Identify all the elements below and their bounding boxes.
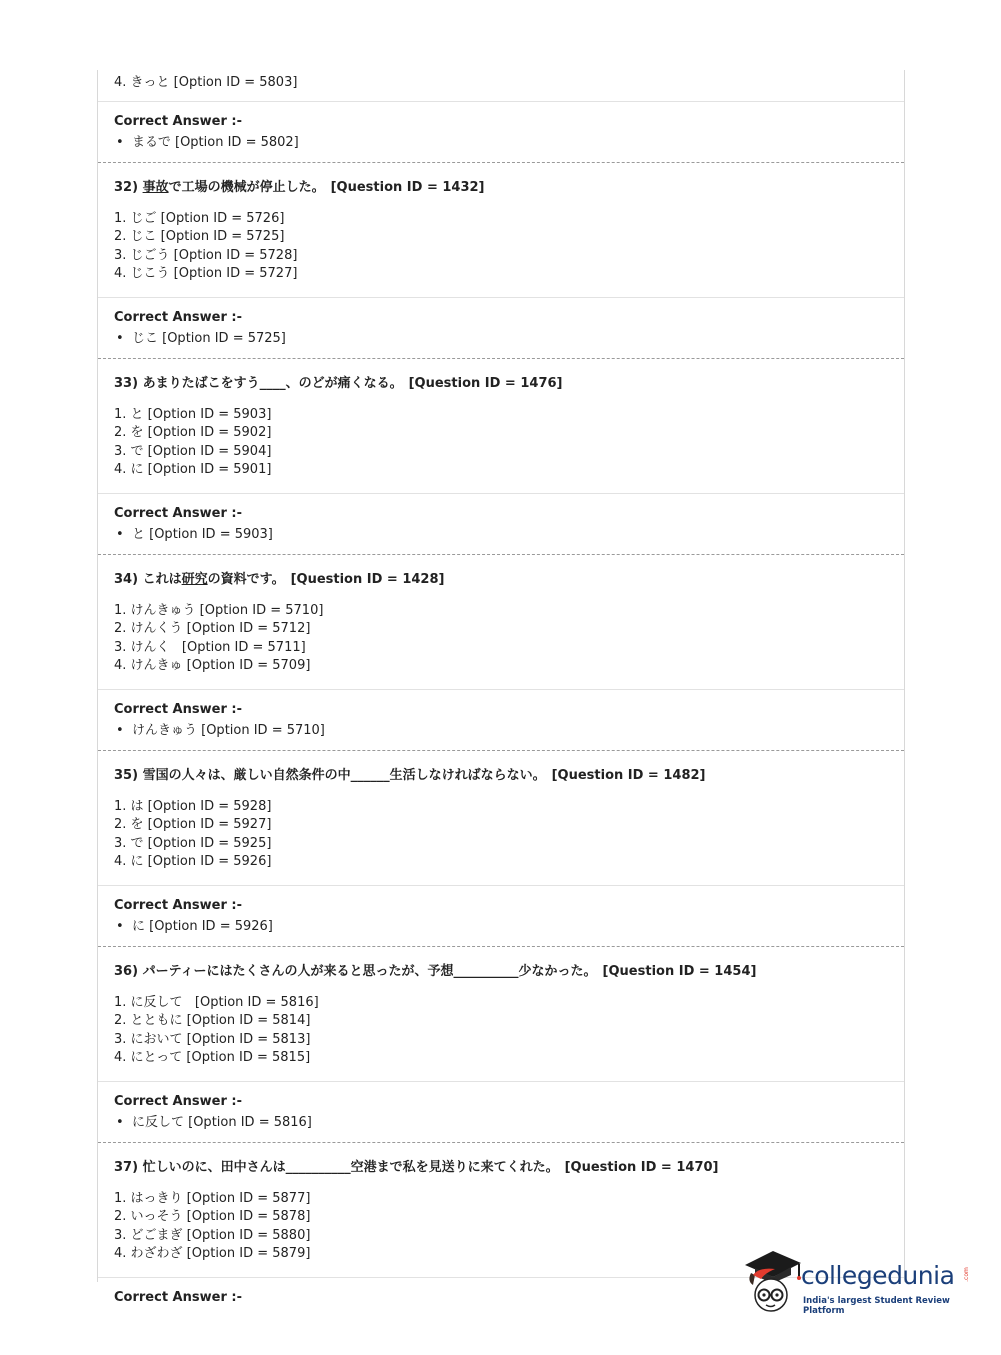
question-id: [Question ID = 1470] — [564, 1159, 719, 1175]
question-number: 32) — [114, 179, 139, 195]
question-underlined: 研究 — [181, 571, 208, 587]
question-block — [98, 163, 904, 298]
correct-answer-label: Correct Answer :- — [114, 897, 242, 913]
question-number: 33) — [114, 375, 139, 391]
option-item: 1. けんきゅう [Option ID = 5710] — [114, 602, 324, 618]
answer-text: じこ [Option ID = 5725] — [132, 330, 286, 346]
option-list — [114, 406, 888, 480]
option-item: 2. を [Option ID = 5927] — [114, 817, 272, 832]
option-list — [114, 994, 888, 1068]
option-list — [114, 602, 888, 676]
option-item: 3. で [Option ID = 5925] — [114, 835, 272, 851]
answer-text: に反して [Option ID = 5816] — [132, 1114, 312, 1130]
question-underlined: 事故 — [142, 179, 169, 195]
option-item: 2. じこ [Option ID = 5725] — [114, 229, 285, 244]
question-title — [114, 375, 888, 393]
answer-block — [98, 298, 904, 359]
correct-answer-label: Correct Answer :- — [114, 1289, 242, 1305]
question-title — [114, 963, 888, 981]
question-number: 34) — [114, 571, 139, 587]
question-id: [Question ID = 1476] — [408, 375, 563, 391]
option-list — [114, 798, 888, 872]
answer-text: に [Option ID = 5926] — [132, 918, 273, 934]
bullet-icon: • — [116, 918, 124, 934]
option-item: 4. けんきゅ [Option ID = 5709] — [114, 658, 311, 673]
logo-suffix: .com — [962, 1267, 970, 1282]
bullet-icon: • — [116, 134, 124, 150]
mascot-icon — [741, 1245, 803, 1317]
question-text: で工場の機械が停止した。 — [168, 179, 325, 195]
logo-wordmark: collegedunia — [801, 1261, 955, 1290]
option-item: 4. に [Option ID = 5901] — [114, 462, 272, 477]
question-number: 35) — [114, 767, 139, 783]
bullet-icon: • — [116, 526, 124, 542]
option-item: 1. と [Option ID = 5903] — [114, 406, 272, 422]
option-item: 2. を [Option ID = 5902] — [114, 425, 272, 440]
logo-tagline: India's largest Student Review Platform — [803, 1296, 950, 1316]
answer-text: まるで [Option ID = 5802] — [132, 134, 299, 150]
question-id: [Question ID = 1454] — [602, 963, 757, 979]
question-text: の資料です。 — [207, 571, 285, 587]
question-block — [98, 555, 904, 690]
option-item: 1. は [Option ID = 5928] — [114, 798, 272, 814]
question-text: 雪国の人々は、厳しい自然条件の中______生活しなければならない。 — [142, 767, 546, 783]
question-text: パーティーにはたくさんの人が来ると思ったが、予想__________少なかった。 — [142, 963, 597, 979]
question-number: 36) — [114, 963, 139, 979]
correct-answer-label: Correct Answer :- — [114, 505, 242, 521]
option-item: 2. いっそう [Option ID = 5878] — [114, 1209, 311, 1224]
correct-answer — [114, 526, 888, 544]
question-block — [98, 751, 904, 886]
correct-answer-label: Correct Answer :- — [114, 309, 242, 325]
question-text: 忙しいのに、田中さんは__________空港まで私を見送りに来てくれた。 — [142, 1159, 559, 1175]
bullet-icon: • — [116, 722, 124, 738]
question-id: [Question ID = 1428] — [290, 571, 445, 587]
question-text: これは — [142, 571, 182, 587]
option-item: 1. はっきり [Option ID = 5877] — [114, 1190, 311, 1206]
option-item: 3. どごまぎ [Option ID = 5880] — [114, 1227, 311, 1243]
option-item: 3. で [Option ID = 5904] — [114, 443, 272, 459]
option-item: 4. にとって [Option ID = 5815] — [114, 1050, 311, 1065]
option-item: 4. わざわざ [Option ID = 5879] — [114, 1246, 311, 1261]
answer-block — [98, 102, 904, 163]
option-item — [98, 70, 904, 102]
question-block — [98, 359, 904, 494]
correct-answer — [114, 134, 888, 152]
question-title — [114, 1159, 888, 1177]
answer-block — [98, 886, 904, 947]
collegedunia-logo — [741, 1245, 971, 1317]
option-item: 1. じご [Option ID = 5726] — [114, 210, 285, 226]
option-item: 4. に [Option ID = 5926] — [114, 854, 272, 869]
option-item: 3. において [Option ID = 5813] — [114, 1031, 311, 1047]
option-item: 2. とともに [Option ID = 5814] — [114, 1013, 311, 1028]
answer-block — [98, 690, 904, 751]
correct-answer — [114, 330, 888, 348]
answer-block — [98, 1082, 904, 1143]
answer-block — [98, 494, 904, 555]
question-text: あまりたばこをすう____、のどが痛くなる。 — [142, 375, 403, 391]
option-item: 3. けんく [Option ID = 5711] — [114, 639, 306, 655]
correct-answer — [114, 722, 888, 740]
question-block — [98, 947, 904, 1082]
option-list — [114, 210, 888, 284]
bullet-icon: • — [116, 1114, 124, 1130]
answer-text: けんきゅう [Option ID = 5710] — [132, 722, 325, 738]
answer-text: と [Option ID = 5903] — [132, 526, 273, 542]
correct-answer-label: Correct Answer :- — [114, 701, 242, 717]
bullet-icon: • — [116, 330, 124, 346]
correct-answer-label: Correct Answer :- — [114, 1093, 242, 1109]
option-item: 3. じごう [Option ID = 5728] — [114, 247, 298, 263]
option-item: 2. けんくう [Option ID = 5712] — [114, 621, 311, 636]
option-item: 4. じこう [Option ID = 5727] — [114, 266, 298, 281]
question-title — [114, 767, 888, 785]
correct-answer — [114, 1114, 888, 1132]
option-item: 1. に反して [Option ID = 5816] — [114, 994, 319, 1010]
question-title — [114, 571, 888, 589]
question-number: 37) — [114, 1159, 139, 1175]
question-title — [114, 179, 888, 197]
option-text: 4. きっと [Option ID = 5803] — [114, 75, 298, 90]
correct-answer — [114, 918, 888, 936]
correct-answer-label: Correct Answer :- — [114, 113, 242, 129]
question-id: [Question ID = 1432] — [330, 179, 485, 195]
question-id: [Question ID = 1482] — [551, 767, 706, 783]
